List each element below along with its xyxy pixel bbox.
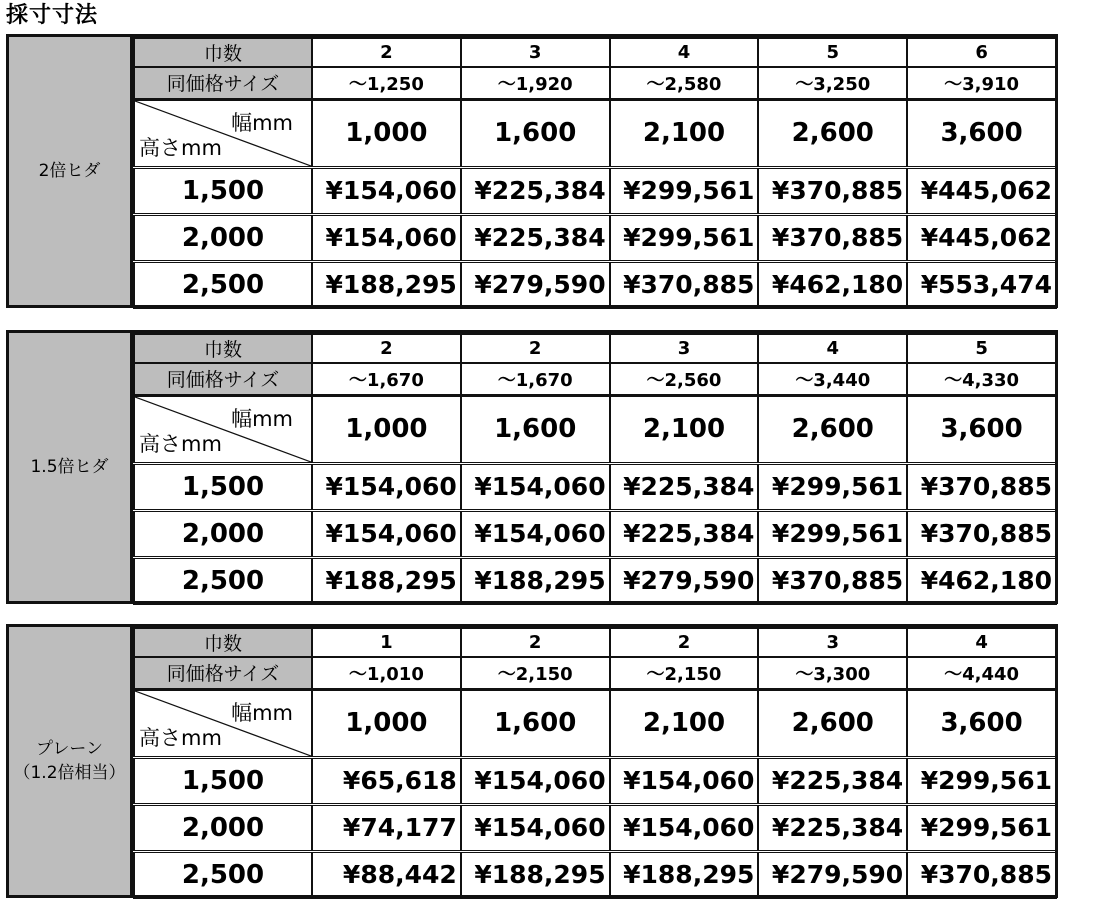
same-price-size-row — [134, 363, 1056, 395]
width-axis-label: 幅mm — [231, 700, 293, 725]
panel-count-cell: 1 — [312, 628, 461, 657]
price-cell: ¥462,180 — [907, 557, 1056, 604]
panel-count-cell: 2 — [610, 628, 759, 657]
height-cell: 2,000 — [134, 214, 312, 261]
price-cell: ¥299,561 — [758, 463, 907, 510]
width-cell: 1,000 — [312, 99, 461, 167]
panel-count-cell: 4 — [907, 628, 1056, 657]
same-price-size-header: 同価格サイズ — [134, 67, 312, 99]
same-price-size-cell: ～2,580 — [610, 67, 759, 99]
block-label-line2: （1.2倍相当） — [13, 763, 126, 783]
price-row — [134, 510, 1056, 557]
price-row — [134, 557, 1056, 604]
same-price-size-cell: ～3,440 — [758, 363, 907, 395]
price-cell: ¥74,177 — [312, 804, 461, 851]
panel-count-header: 巾数 — [134, 628, 312, 657]
panel-count-cell: 3 — [461, 38, 610, 67]
price-cell: ¥154,060 — [461, 463, 610, 510]
price-cell: ¥225,384 — [610, 463, 759, 510]
price-row — [134, 214, 1056, 261]
block-label — [9, 627, 133, 895]
same-price-size-cell: ～2,150 — [610, 657, 759, 689]
panel-count-row — [134, 334, 1056, 363]
same-price-size-header: 同価格サイズ — [134, 363, 312, 395]
price-cell: ¥370,885 — [907, 463, 1056, 510]
width-height-corner-cell — [134, 395, 312, 463]
same-price-size-row — [134, 657, 1056, 689]
width-cell: 2,600 — [758, 689, 907, 757]
price-cell: ¥299,561 — [610, 214, 759, 261]
height-cell: 2,000 — [134, 804, 312, 851]
price-row — [134, 167, 1056, 214]
price-row — [134, 851, 1056, 898]
width-cell: 1,000 — [312, 395, 461, 463]
width-cell: 1,600 — [461, 689, 610, 757]
same-price-size-cell: ～3,910 — [907, 67, 1056, 99]
panel-count-cell: 5 — [758, 38, 907, 67]
panel-count-cell: 6 — [907, 38, 1056, 67]
width-cell: 2,600 — [758, 395, 907, 463]
width-cell: 3,600 — [907, 395, 1056, 463]
panel-count-cell: 2 — [312, 334, 461, 363]
width-cell: 1,600 — [461, 99, 610, 167]
panel-count-cell: 2 — [461, 334, 610, 363]
width-cell: 3,600 — [907, 689, 1056, 757]
price-cell: ¥445,062 — [907, 214, 1056, 261]
block-label — [9, 37, 133, 305]
price-cell: ¥65,618 — [312, 757, 461, 804]
price-table-plain — [6, 624, 1058, 898]
height-cell: 2,500 — [134, 261, 312, 308]
price-cell: ¥154,060 — [312, 510, 461, 557]
price-cell: ¥370,885 — [907, 510, 1056, 557]
height-axis-label: 高さmm — [139, 135, 222, 160]
price-cell: ¥188,295 — [610, 851, 759, 898]
panel-count-row — [134, 38, 1056, 67]
price-cell: ¥154,060 — [312, 167, 461, 214]
panel-count-cell: 4 — [758, 334, 907, 363]
width-height-corner-cell — [134, 689, 312, 757]
price-grid — [133, 37, 1057, 309]
price-table-1-5x-pleat — [6, 330, 1058, 604]
width-cell: 1,600 — [461, 395, 610, 463]
price-cell: ¥225,384 — [758, 804, 907, 851]
panel-count-cell: 3 — [758, 628, 907, 657]
width-cell: 2,600 — [758, 99, 907, 167]
width-row — [134, 395, 1056, 463]
width-cell: 2,100 — [610, 689, 759, 757]
same-price-size-row — [134, 67, 1056, 99]
panel-count-cell: 3 — [610, 334, 759, 363]
panel-count-cell: 2 — [461, 628, 610, 657]
height-cell: 2,500 — [134, 851, 312, 898]
price-cell: ¥279,590 — [461, 261, 610, 308]
price-cell: ¥154,060 — [461, 804, 610, 851]
same-price-size-cell: ～4,440 — [907, 657, 1056, 689]
price-cell: ¥299,561 — [758, 510, 907, 557]
same-price-size-cell: ～2,150 — [461, 657, 610, 689]
same-price-size-cell: ～3,300 — [758, 657, 907, 689]
price-cell: ¥370,885 — [758, 214, 907, 261]
panel-count-cell: 5 — [907, 334, 1056, 363]
same-price-size-cell: ～4,330 — [907, 363, 1056, 395]
same-price-size-header: 同価格サイズ — [134, 657, 312, 689]
price-cell: ¥370,885 — [758, 167, 907, 214]
height-axis-label: 高さmm — [139, 431, 222, 456]
height-cell: 2,500 — [134, 557, 312, 604]
price-cell: ¥154,060 — [312, 463, 461, 510]
price-cell: ¥299,561 — [907, 804, 1056, 851]
price-cell: ¥154,060 — [312, 214, 461, 261]
price-cell: ¥188,295 — [461, 851, 610, 898]
panel-count-header: 巾数 — [134, 334, 312, 363]
height-cell: 1,500 — [134, 463, 312, 510]
price-cell: ¥370,885 — [907, 851, 1056, 898]
page-title: 採寸寸法 — [6, 3, 99, 28]
price-cell: ¥462,180 — [758, 261, 907, 308]
price-cell: ¥225,384 — [758, 757, 907, 804]
same-price-size-cell: ～2,560 — [610, 363, 759, 395]
height-cell: 1,500 — [134, 167, 312, 214]
price-cell: ¥370,885 — [610, 261, 759, 308]
height-cell: 1,500 — [134, 757, 312, 804]
price-cell: ¥188,295 — [312, 557, 461, 604]
price-cell: ¥225,384 — [461, 214, 610, 261]
width-height-corner-cell — [134, 99, 312, 167]
width-cell: 2,100 — [610, 99, 759, 167]
price-cell: ¥188,295 — [461, 557, 610, 604]
price-cell: ¥154,060 — [610, 757, 759, 804]
same-price-size-cell: ～1,670 — [461, 363, 610, 395]
price-cell: ¥553,474 — [907, 261, 1056, 308]
price-grid — [133, 627, 1057, 899]
block-label-line1: プレーン — [36, 739, 103, 759]
panel-count-cell: 4 — [610, 38, 759, 67]
panel-count-row — [134, 628, 1056, 657]
width-cell: 2,100 — [610, 395, 759, 463]
price-cell: ¥154,060 — [461, 757, 610, 804]
price-cell: ¥370,885 — [758, 557, 907, 604]
price-cell: ¥154,060 — [461, 510, 610, 557]
price-cell: ¥225,384 — [610, 510, 759, 557]
price-cell: ¥188,295 — [312, 261, 461, 308]
same-price-size-cell: ～1,670 — [312, 363, 461, 395]
price-table-2x-pleat — [6, 34, 1058, 308]
width-row — [134, 99, 1056, 167]
price-cell: ¥445,062 — [907, 167, 1056, 214]
block-label-line1: 1.5倍ヒダ — [30, 457, 109, 477]
same-price-size-cell: ～3,250 — [758, 67, 907, 99]
price-row — [134, 261, 1056, 308]
height-cell: 2,000 — [134, 510, 312, 557]
price-cell: ¥279,590 — [610, 557, 759, 604]
price-cell: ¥299,561 — [907, 757, 1056, 804]
price-row — [134, 757, 1056, 804]
price-cell: ¥225,384 — [461, 167, 610, 214]
height-axis-label: 高さmm — [139, 725, 222, 750]
price-cell: ¥154,060 — [610, 804, 759, 851]
width-axis-label: 幅mm — [231, 406, 293, 431]
block-label-line1: 2倍ヒダ — [38, 161, 101, 181]
price-row — [134, 463, 1056, 510]
panel-count-header: 巾数 — [134, 38, 312, 67]
price-cell: ¥88,442 — [312, 851, 461, 898]
panel-count-cell: 2 — [312, 38, 461, 67]
width-axis-label: 幅mm — [231, 110, 293, 135]
price-cell: ¥299,561 — [610, 167, 759, 214]
same-price-size-cell: ～1,010 — [312, 657, 461, 689]
width-cell: 1,000 — [312, 689, 461, 757]
block-label — [9, 333, 133, 601]
price-grid — [133, 333, 1057, 605]
price-cell: ¥279,590 — [758, 851, 907, 898]
width-cell: 3,600 — [907, 99, 1056, 167]
same-price-size-cell: ～1,920 — [461, 67, 610, 99]
price-row — [134, 804, 1056, 851]
same-price-size-cell: ～1,250 — [312, 67, 461, 99]
width-row — [134, 689, 1056, 757]
